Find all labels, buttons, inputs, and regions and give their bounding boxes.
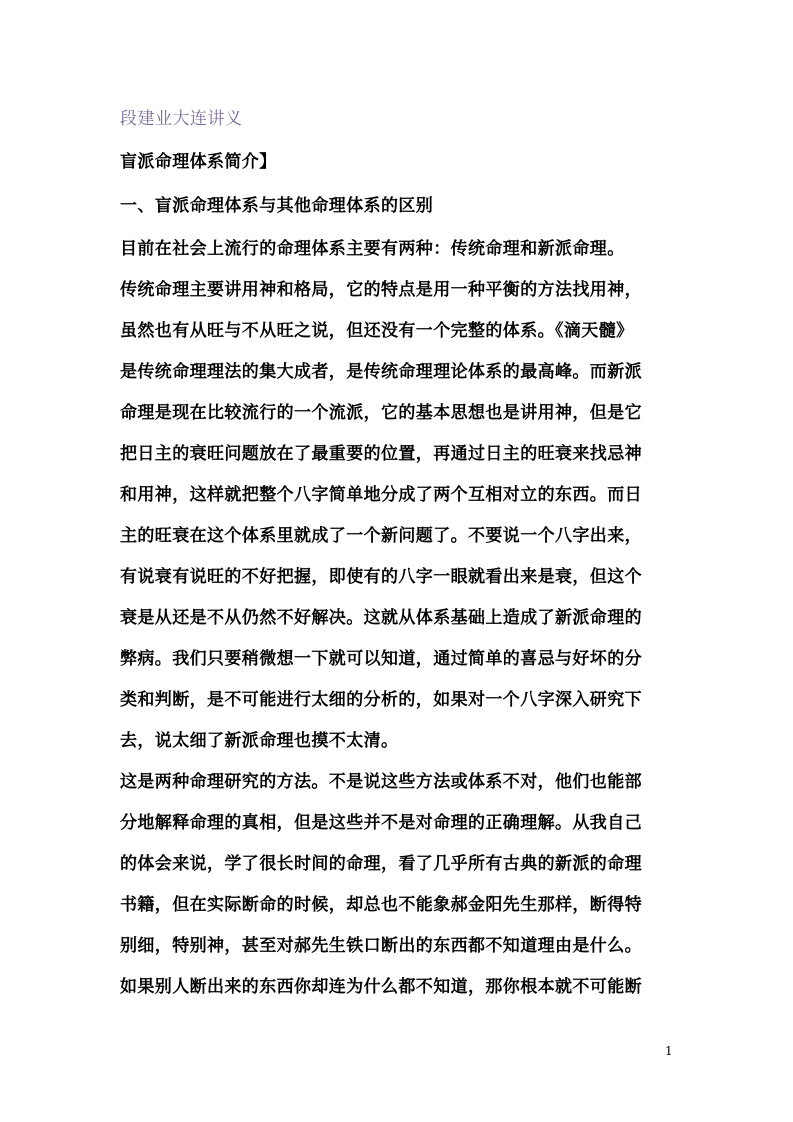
body-line: 目前在社会上流行的命理体系主要有两种：传统命理和新派命理。 bbox=[120, 239, 625, 259]
section-title: 盲派命理体系简介】 bbox=[120, 152, 277, 172]
body-line: 衰是从还是不从仍然不好解决。这就从体系基础上造成了新派命理的 bbox=[120, 608, 642, 628]
body-line: 和用神，这样就把整个八字简单地分成了两个互相对立的东西。而日 bbox=[120, 485, 642, 505]
body-line: 有说衰有说旺的不好把握，即使有的八字一眼就看出来是衰，但这个 bbox=[120, 567, 642, 587]
page-number: 1 bbox=[665, 1044, 673, 1058]
body-line: 这是两种命理研究的方法。不是说这些方法或体系不对，他们也能部 bbox=[120, 772, 642, 792]
body-line: 书籍，但在实际断命的时候，却总也不能象郝金阳先生那样，断得特 bbox=[120, 895, 642, 915]
body-line: 如果别人断出来的东西你却连为什么都不知道，那你根本就不可能断 bbox=[120, 977, 642, 997]
body-line: 命理是现在比较流行的一个流派，它的基本思想也是讲用神，但是它 bbox=[120, 403, 642, 423]
body-line: 传统命理主要讲用神和格局，它的特点是用一种平衡的方法找用神， bbox=[120, 280, 642, 300]
body-line: 去，说太细了新派命理也摸不太清。 bbox=[120, 731, 399, 751]
body-line: 弊病。我们只要稍微想一下就可以知道，通过简单的喜忌与好坏的分 bbox=[120, 649, 642, 669]
body-line: 的体会来说，学了很长时间的命理，看了几乎所有古典的新派的命理 bbox=[120, 854, 642, 874]
body-line: 主的旺衰在这个体系里就成了一个新问题了。不要说一个八字出来， bbox=[120, 526, 642, 546]
body-line: 类和判断，是不可能进行太细的分析的，如果对一个八字深入研究下 bbox=[120, 690, 642, 710]
body-line: 把日主的衰旺问题放在了最重要的位置，再通过日主的旺衰来找忌神 bbox=[120, 444, 642, 464]
body-line: 是传统命理理法的集大成者，是传统命理理论体系的最高峰。而新派 bbox=[120, 362, 642, 382]
body-line: 别细，特别神，甚至对郝先生铁口断出的东西都不知道理由是什么。 bbox=[120, 936, 642, 956]
body-line: 分地解释命理的真相，但是这些并不是对命理的正确理解。从我自己 bbox=[120, 813, 642, 833]
document-header: 段建业大连讲义 bbox=[120, 109, 243, 129]
subsection-title: 一、盲派命理体系与其他命理体系的区别 bbox=[120, 196, 434, 216]
body-line: 虽然也有从旺与不从旺之说，但还没有一个完整的体系。《滴天髓》 bbox=[120, 321, 634, 341]
